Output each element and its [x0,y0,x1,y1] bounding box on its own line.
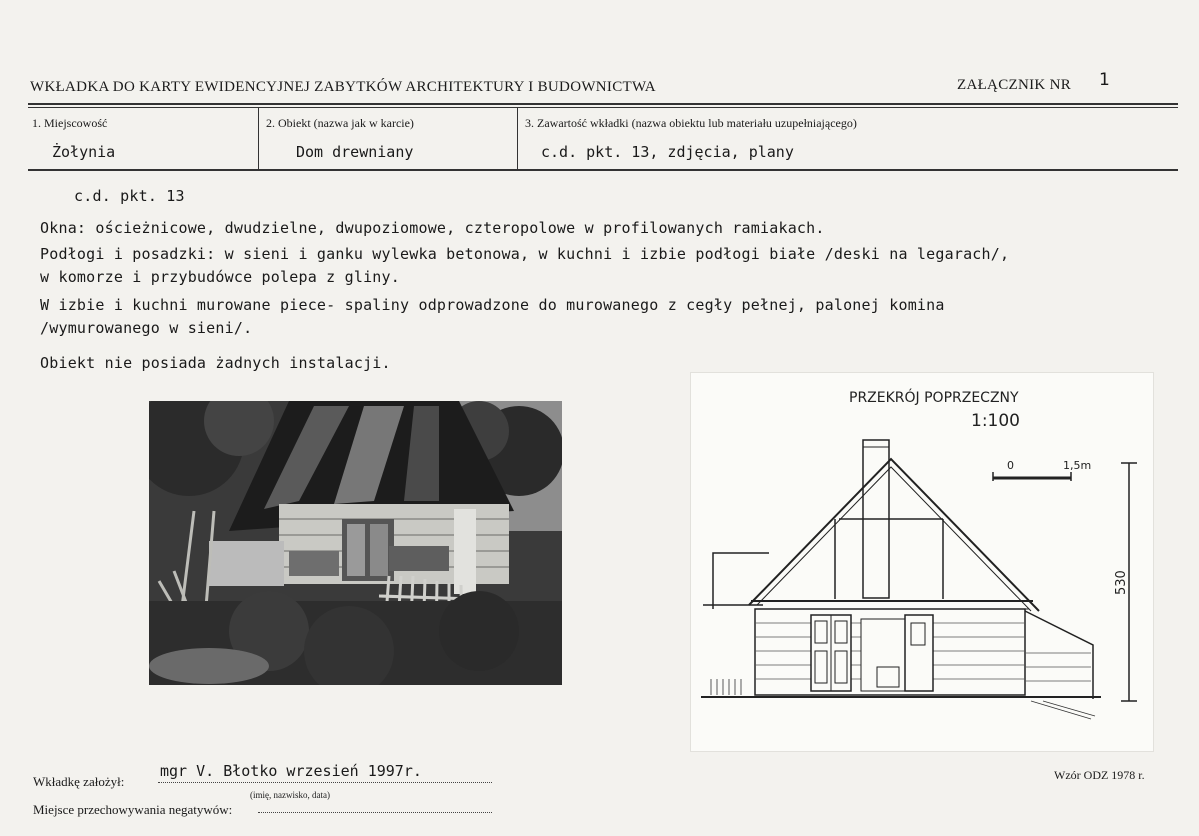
house-photo-image [149,401,562,685]
body-line-installations: Obiekt nie posiada żadnych instalacji. [40,354,391,372]
author-value: mgr V. Błotko wrzesień 1997r. [160,762,422,780]
object-label: 2. Obiekt (nazwa jak w karcie) [266,116,414,130]
place-label: 1. Miejscowość [32,116,108,130]
annex-number: 1 [1099,70,1110,90]
object-value: Dom drewniany [296,143,414,161]
cross-section-sketch [691,373,1153,751]
author-hint: (imię, nazwisko, data) [250,790,330,800]
scalebar-start: 0 [1007,459,1014,472]
body-line-stoves: W izbie i kuchni murowane piece- spaliny odprowadzone do murowanego z cegły pełnej, palonej komina [40,296,945,314]
author-line [158,782,492,783]
form-title: WKŁADKA DO KARTY EWIDENCYJNEJ ZABYTKÓW ARCHITEKTURY I BUDOWNICTWA [30,79,656,95]
field-divider-1 [258,108,259,170]
cross-section-drawing [690,372,1154,752]
form-reference: Wzór ODZ 1978 r. [1054,768,1145,782]
field-divider-2 [517,108,518,170]
header-rule-top [28,103,1178,105]
body-line-floors: Podłogi i posadzki: w sieni i ganku wylewka betonowa, w kuchni i izbie podłogi białe /deski na legarach/, [40,245,1010,263]
body-line-floors-cont: w komorze i przybudówce polepa z gliny. [40,268,400,286]
place-value: Żołynia [52,143,116,161]
fields-rule-bottom [28,169,1178,171]
body-line-stoves-cont: /wymurowanego w sieni/. [40,319,253,337]
continuation-note: c.d. pkt. 13 [74,187,185,205]
house-photo [149,401,562,685]
content-value: c.d. pkt. 13, zdjęcia, plany [541,143,794,161]
scalebar-end: 1,5m [1063,459,1092,472]
height-dimension: 530 [1114,570,1129,595]
body-line-windows: Okna: ościeżnicowe, dwudzielne, dwupoziomowe, czteropolowe w profilowanych ramiakach. [40,219,825,237]
drawing-scale: 1:100 [971,411,1020,431]
header-rule-inner [28,107,1178,108]
annex-label: ZAŁĄCZNIK NR [957,77,1072,93]
drawing-title: PRZEKRÓJ POPRZECZNY [849,390,1019,406]
content-label: 3. Zawartość wkładki (nazwa obiektu lub materiału uzupełniającego) [525,116,857,130]
storage-label: Miejsce przechowywania negatywów: [33,802,233,817]
storage-line [258,812,492,813]
author-label: Wkładkę założył: [33,774,125,789]
